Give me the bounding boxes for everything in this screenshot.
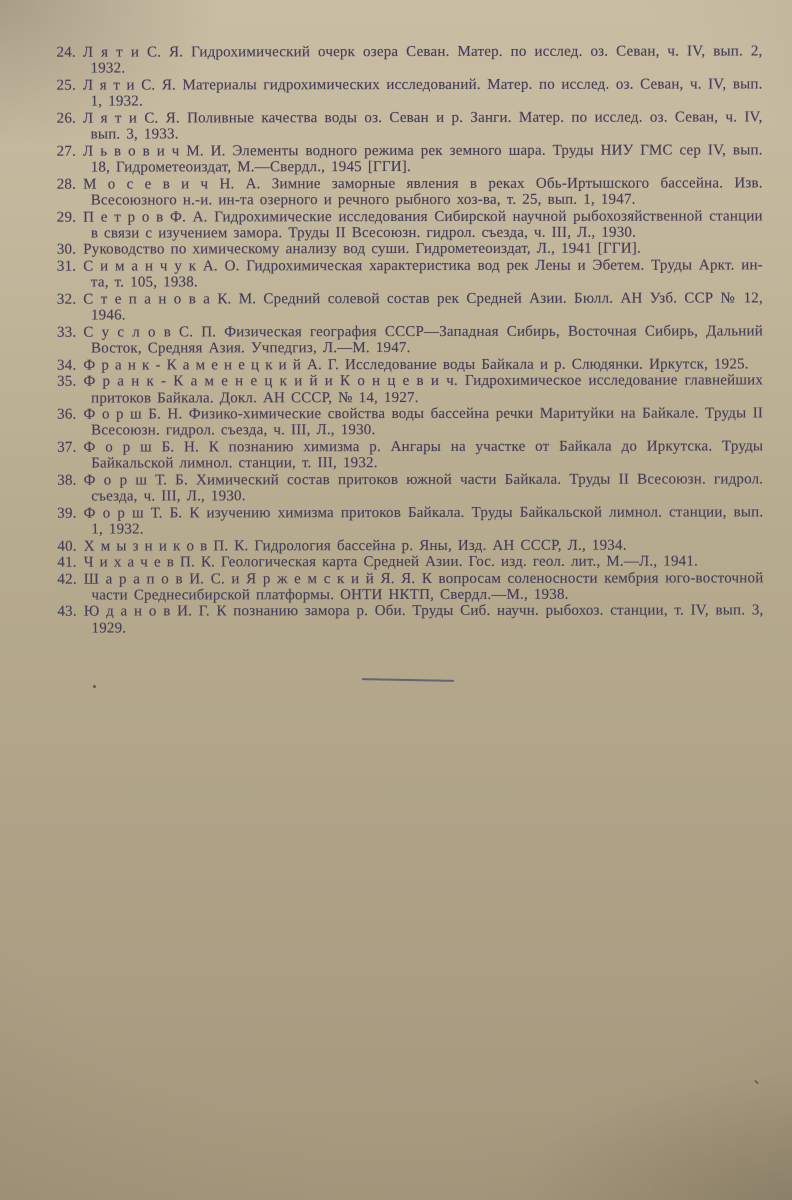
entry-number: 29.: [56, 209, 77, 226]
entry-text: Л я т и С. Я. Гидрохимический очерк озера Севан. Матер. по исслед. оз. Севан, ч. IV, вып. 2, 1932.: [82, 43, 763, 78]
bibliography-entry: [57, 175, 763, 209]
bibliography-entry: [57, 471, 763, 505]
entry-text: Л я т и С. Я. Материалы гидрохимических исследований. Матер. по исслед. оз. Севан, ч. IV, вып. 1, 1932.: [82, 76, 763, 110]
entry-text: Л я т и С. Я. Поливные качества воды оз. Севан и р. Занги. Матер. по исслед. оз. Севан, ч. IV, вып. 3, 1933.: [82, 109, 763, 143]
entry-number: 38.: [57, 472, 77, 489]
bibliography-list: [56, 43, 763, 637]
bibliography-entry: [57, 570, 763, 604]
entry-text: С у с л о в С. П. Физическая география СССР—Западная Сибирь, Восточная Сибирь, Дальний Восток, Средняя Азия. Учпедгиз, Л.—М. 1947.: [83, 323, 763, 357]
entry-number: 28.: [56, 176, 77, 193]
entry-text: Ю д а н о в И. Г. К познанию замора р. Оби. Труды Сиб. научн. рыбохоз. станции, т. IV, вып. 3, 1929.: [83, 602, 764, 637]
entry-number: 30.: [56, 242, 77, 259]
bibliography-entry: [57, 372, 763, 406]
bibliography-entry: [57, 537, 763, 555]
entry-number: 42.: [57, 571, 77, 588]
entry-number: 32.: [56, 291, 77, 308]
bibliography-entry: [57, 290, 763, 324]
bibliography-entry: [57, 76, 763, 110]
entry-text: Ф о р ш Т. Б. Химический состав притоков южной части Байкала. Труды II Всесоюзн. гидрол. съезда, ч. III, Л., 1930.: [83, 471, 764, 505]
bibliography-entry: [57, 356, 763, 374]
bibliography-entry: [57, 323, 763, 357]
bibliography-entry: [57, 504, 763, 538]
entry-text: Ф о р ш Б. Н. Физико-химические свойства воды бассейна речки Маритуйки на Байкале. Труды II Всесоюзн. гидрол. съезда, ч. III, Л., 1930.: [83, 405, 764, 439]
ink-speck: [754, 1080, 759, 1085]
bibliography-entry: [57, 208, 763, 242]
bibliography-entry: [57, 109, 763, 143]
entry-number: 27.: [56, 143, 77, 160]
bibliography-entry: [57, 603, 763, 637]
entry-number: 43.: [57, 603, 77, 621]
entry-text: Ч и х а ч е в П. К. Геологическая карта Средней Азии. Гос. изд. геол. лит., М.—Л., 1941.: [83, 553, 699, 571]
entry-text: Ф р а н к - К а м е н е ц к и й и К о н ц е в и ч. Гидрохимическое исследование главнейших притоков Байкала. Докл. АН СССР, № 14, 1927.: [83, 372, 764, 407]
bibliography-entry: [57, 257, 763, 291]
entry-text: М о с е в и ч Н. А. Зимние заморные явления в реках Обь-Иртышского бассейна. Изв. Всесоюзного н.-и. ин-та озерного и речного рыбного хоз-ва, т. 25, вып. 1, 1947.: [83, 175, 763, 209]
entry-number: 24.: [56, 44, 76, 61]
entry-number: 26.: [56, 110, 76, 127]
bibliography-entry: [57, 241, 763, 259]
entry-number: 36.: [57, 406, 77, 423]
entry-text: П е т р о в Ф. А. Гидрохимические исследования Сибирской научной рыбохозяйственной станции в связи с изучением замора. Труды II Всесоюзн. гидрол. съезда, ч. III, Л., 1930.: [83, 207, 763, 242]
bibliography-entry: [57, 553, 763, 571]
bibliography-entry: [57, 142, 763, 176]
entry-number: 37.: [57, 439, 77, 456]
entry-number: 34.: [57, 357, 77, 374]
bibliography-entry: [57, 438, 763, 472]
entry-number: 33.: [56, 324, 77, 341]
entry-text: Руководство по химическому анализу вод суши. Гидрометеоиздат, Л., 1941 [ГГИ].: [83, 241, 641, 259]
entry-number: 31.: [56, 258, 77, 275]
entry-text: С т е п а н о в а К. М. Средний солевой состав рек Средней Азии. Бюлл. АН Узб. ССР № 12, 1946.: [83, 290, 763, 324]
entry-number: 40.: [57, 538, 77, 555]
entry-number: 41.: [57, 554, 77, 571]
entry-number: 39.: [57, 505, 77, 522]
entry-text: Л ь в о в и ч М. И. Элементы водного режима рек земного шара. Труды НИУ ГМС сер IV, вып. 18, Гидрометеоиздат, М.—Свердл., 1945 [ГГИ].: [83, 142, 763, 176]
section-divider-rule: [362, 678, 454, 682]
bibliography-entry: [56, 43, 762, 77]
entry-number: 25.: [56, 77, 76, 94]
ink-speck: [93, 685, 96, 688]
entry-text: Ш а р а п о в И. С. и Я р ж е м с к и й Я. Я. К вопросам соленосности кембрия юго-восточной части Среднесибирской платформы. ОНТИ НКТП, Свердл.—М., 1938.: [83, 569, 764, 604]
entry-text: Ф о р ш Б. Н. К познанию химизма р. Ангары на участке от Байкала до Иркутска. Труды Байкальской лимнол. станции, т. III, 1932.: [83, 438, 764, 472]
entry-text: Ф р а н к - К а м е н е ц к и й А. Г. Исследование воды Байкала и р. Слюдянки. Иркутск, 1925.: [83, 356, 749, 374]
entry-text: Ф о р ш Т. Б. К изучению химизма притоков Байкала. Труды Байкальской лимнол. станции, вып. 1, 1932.: [83, 504, 764, 538]
entry-text: Х м ы з н и к о в П. К. Гидрология бассейна р. Яны, Изд. АН СССР, Л., 1934.: [83, 537, 627, 555]
bibliography-entry: [57, 405, 763, 439]
entry-number: 35.: [57, 373, 77, 390]
entry-text: С и м а н ч у к А. О. Гидрохимическая характеристика вод рек Лены и Эбетем. Труды Аркт. ин-та, т. 105, 1938.: [83, 257, 763, 291]
